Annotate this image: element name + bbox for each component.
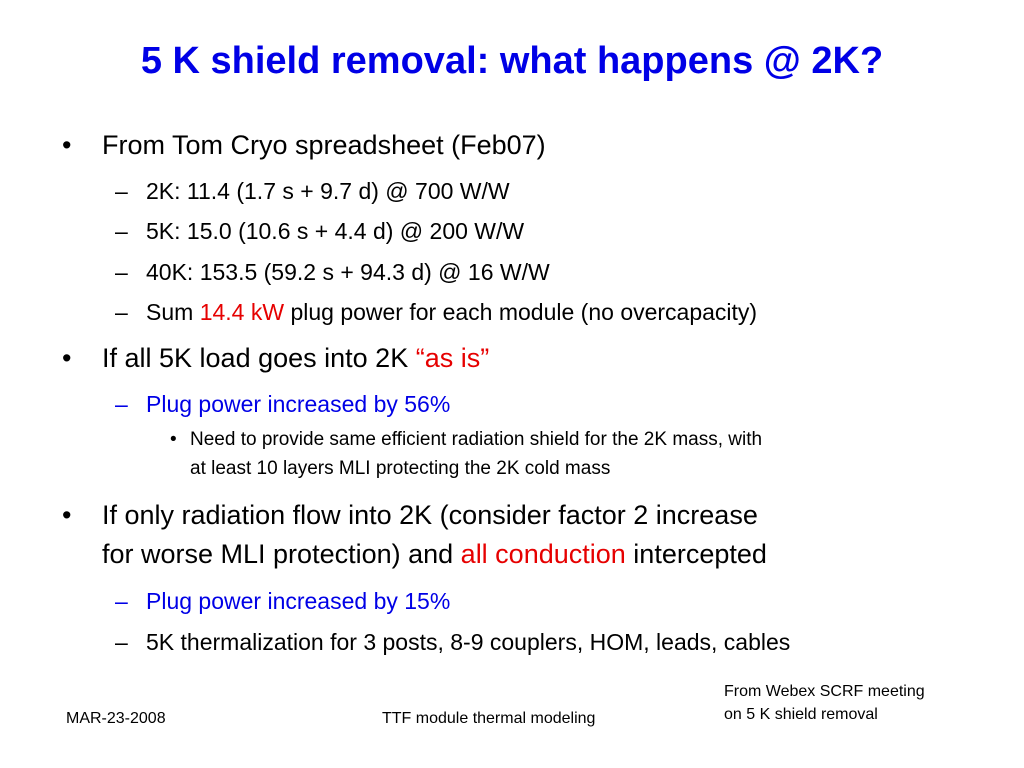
bullet-2-text: [102, 343, 489, 374]
mli-note-line-2: at least 10 layers MLI protecting the 2K cold mass: [190, 458, 611, 479]
dash-marker: –: [115, 259, 128, 285]
footer-title: TTF module thermal modeling: [382, 710, 596, 727]
as-is-highlight: “as is”: [415, 343, 490, 373]
bullet-3-line-1: If only radiation flow into 2K (consider factor 2 increase: [102, 500, 758, 530]
bullet-1-sub-3-text: 40K: 153.5 (59.2 s + 94.3 d) @ 16 W/W: [146, 259, 550, 285]
dash-marker: –: [115, 218, 128, 244]
bullet-2-sub-1-text: Plug power increased by 56%: [146, 391, 451, 417]
small-bullet-marker: •: [170, 429, 177, 450]
footer-note-line-1: From Webex SCRF meeting: [724, 683, 925, 700]
bullet-marker: •: [62, 343, 72, 373]
dash-marker: –: [115, 299, 128, 325]
bullet-3-line-2: [102, 539, 767, 570]
bullet-2-text-main: If all 5K load goes into 2K: [102, 343, 416, 373]
dash-marker: –: [115, 588, 128, 614]
bullet-3-sub-1-text: Plug power increased by 15%: [146, 588, 451, 614]
bullet-3-sub-2-text: 5K thermalization for 3 posts, 8-9 couplers, HOM, leads, cables: [146, 629, 791, 655]
bullet-marker: •: [62, 130, 72, 160]
dash-marker: –: [115, 178, 128, 204]
bullet-1-sub-2-text: 5K: 15.0 (10.6 s + 4.4 d) @ 200 W/W: [146, 218, 525, 244]
footer-note-line-2: on 5 K shield removal: [724, 706, 878, 723]
bullet-3-line-2-pre: for worse MLI protection) and: [102, 539, 461, 569]
all-conduction-highlight: all conduction: [460, 539, 626, 569]
sum-rest: plug power for each module (no overcapacity): [284, 299, 758, 325]
bullet-3-line-2-post: intercepted: [625, 539, 767, 569]
footer-date: MAR-23-2008: [66, 710, 166, 727]
plug-power-value: 14.4 kW: [199, 299, 285, 325]
bullet-1-text: From Tom Cryo spreadsheet (Feb07): [102, 130, 546, 160]
bullet-1-sub-1-text: 2K: 11.4 (1.7 s + 9.7 d) @ 700 W/W: [146, 178, 510, 204]
mli-note-line-1: Need to provide same efficient radiation shield for the 2K mass, with: [190, 429, 763, 450]
slide-title: 5 K shield removal: what happens @ 2K?: [140, 40, 884, 82]
bullet-1-sub-4-text: [146, 299, 757, 326]
sum-label: Sum: [146, 299, 200, 325]
dash-marker: –: [115, 629, 128, 655]
bullet-marker: •: [62, 500, 72, 530]
dash-marker: –: [115, 391, 128, 417]
